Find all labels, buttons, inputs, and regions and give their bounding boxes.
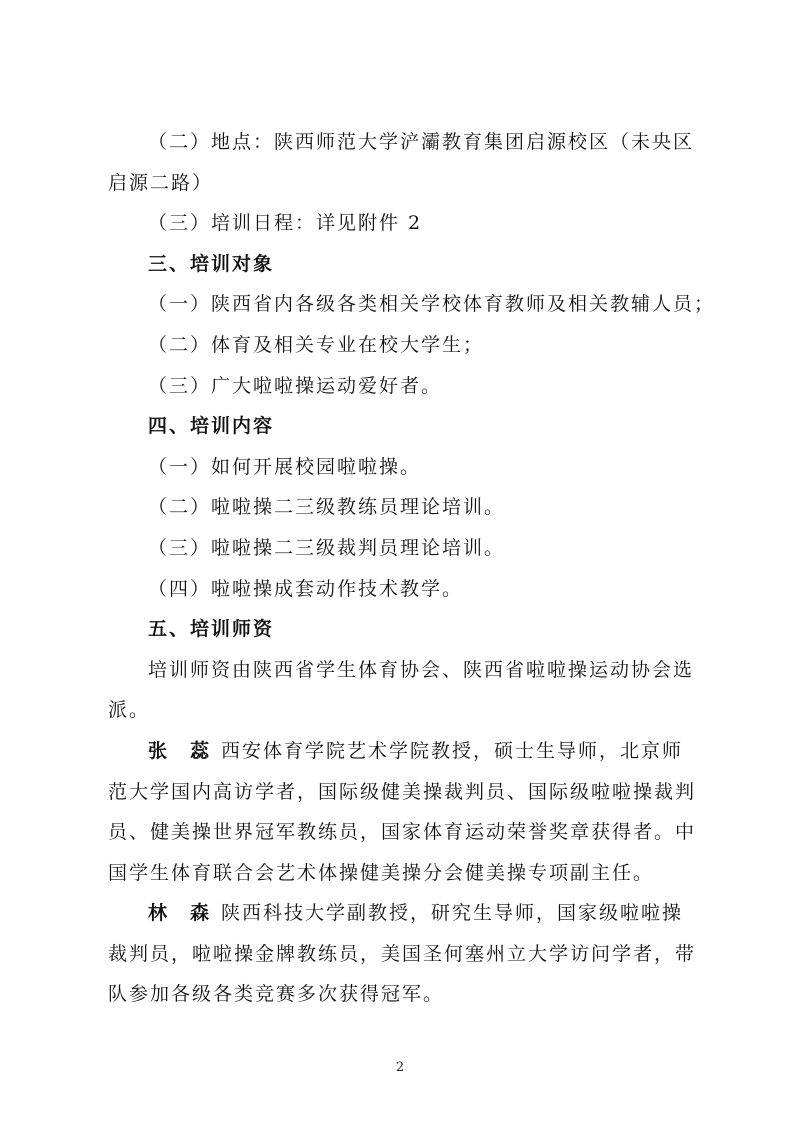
section-3-item: （一）陕西省内各级各类相关学校体育教师及相关教辅人员； [148, 293, 716, 316]
section-5-intro-line-1: 培训师资由陕西省学生体育协会、陕西省啦啦操运动协会选 [148, 658, 695, 681]
location-line-2: 启源二路） [108, 171, 214, 194]
section-3-heading: 三、培训对象 [148, 252, 275, 275]
document-body [108, 122, 716, 1015]
instructor-bio-line: 队参加各级各类竞赛多次获得冠军。 [108, 983, 445, 1006]
instructor-name: 张 蕊 [148, 739, 212, 762]
section-4-heading: 四、培训内容 [148, 415, 275, 438]
instructor-name: 林 森 [148, 902, 212, 925]
section-5-heading: 五、培训师资 [148, 618, 275, 641]
section-4-item: （四）啦啦操成套动作技术教学。 [148, 577, 464, 600]
instructor-bio-line: 国学生体育联合会艺术体操健美操分会健美操专项副主任。 [108, 861, 655, 884]
section-4-item: （三）啦啦操二三级裁判员理论培训。 [148, 536, 506, 559]
section-3-item: （二）体育及相关专业在校大学生； [148, 333, 485, 356]
instructor-bio-first-line: 陕西科技大学副教授，研究生导师，国家级啦啦操 [221, 902, 684, 925]
instructor-bio-line: 范大学国内高访学者，国际级健美操裁判员、国际级啦啦操裁判 [108, 780, 697, 803]
instructor-paragraph [108, 731, 708, 772]
schedule-line: （三）培训日程：详见附件 2 [148, 212, 423, 235]
section-5-intro-line-2: 派。 [108, 699, 151, 722]
instructor-paragraph [108, 893, 708, 934]
instructor-bio-line: 员、健美操世界冠军教练员，国家体育运动荣誉奖章获得者。中 [108, 821, 697, 844]
section-3-item: （三）广大啦啦操运动爱好者。 [148, 374, 443, 397]
section-4-item: （一）如何开展校园啦啦操。 [148, 455, 422, 478]
location-line-1: （二）地点：陕西师范大学浐灞教育集团启源校区（未央区 [148, 131, 695, 153]
section-4-item: （二）啦啦操二三级教练员理论培训。 [148, 496, 506, 519]
page-number: 2 [395, 1060, 405, 1075]
instructor-bio-first-line: 西安体育学院艺术学院教授，硕士生导师，北京师 [221, 739, 684, 762]
instructor-bio-line: 裁判员，啦啦操金牌教练员，美国圣何塞州立大学访问学者，带 [108, 942, 697, 965]
